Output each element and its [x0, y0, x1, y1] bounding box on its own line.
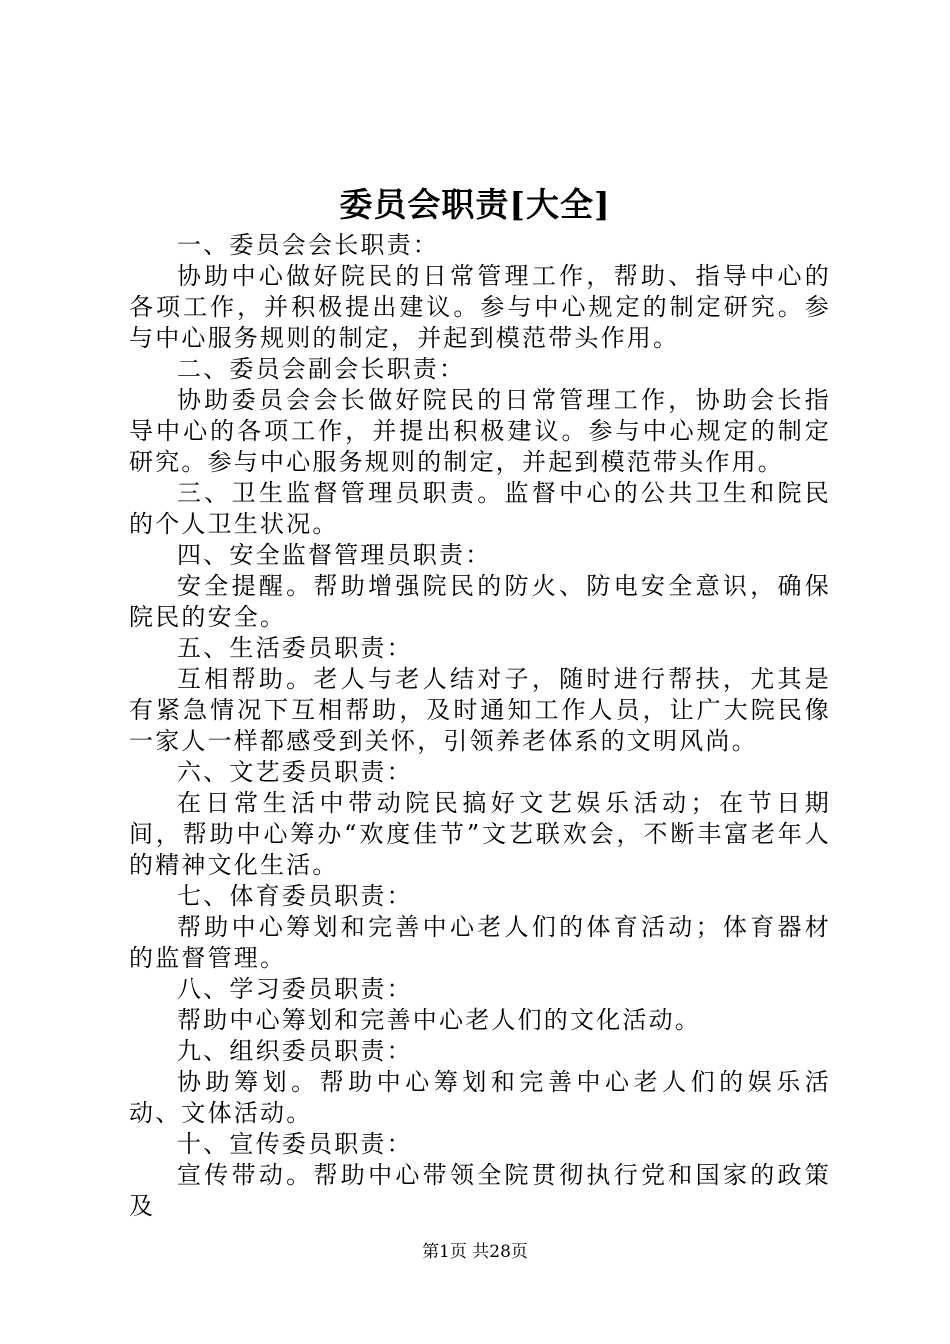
- paragraph-13: 帮助中心筹划和完善中心老人们的体育活动；体育器材的监督管理。: [129, 913, 831, 972]
- paragraph-4: 协助委员会会长做好院民的日常管理工作，协助会长指导中心的各项工作，并提出积极建议。参与中心规定的制定研究。参与中心服务规则的制定，并起到模范带头作用。: [129, 386, 831, 476]
- page-number: 第1页 共28页: [422, 1242, 528, 1262]
- paragraph-18: 十、宣传委员职责：: [177, 1130, 413, 1158]
- paragraph-8: 五、生活委员职责：: [177, 634, 413, 662]
- paragraph-2: 协助中心做好院民的日常管理工作，帮助、指导中心的各项工作，并积极提出建议。参与中心规定的制定研究。参与中心服务规则的制定，并起到模范带头作用。: [129, 262, 831, 352]
- paragraph-12: 七、体育委员职责：: [177, 882, 413, 910]
- paragraph-1: 一、委员会会长职责：: [177, 231, 439, 259]
- paragraph-19: 宣传带动。帮助中心带领全院贯彻执行党和国家的政策及: [129, 1161, 831, 1220]
- paragraph-9: 互相帮助。老人与老人结对子，随时进行帮扶，尤其是有紧急情况下互相帮助，及时通知工作人员，让广大院民像一家人一样都感受到关怀，引领养老体系的文明风尚。: [129, 665, 831, 755]
- paragraph-14: 八、学习委员职责：: [177, 975, 413, 1003]
- paragraph-3: 二、委员会副会长职责：: [177, 355, 466, 383]
- document-body: [129, 230, 831, 1222]
- document-title: 委员会职责[大全]: [339, 185, 611, 224]
- paragraph-7: 安全提醒。帮助增强院民的防火、防电安全意识，确保院民的安全。: [129, 572, 831, 631]
- paragraph-15: 帮助中心筹划和完善中心老人们的文化活动。: [177, 1006, 701, 1034]
- paragraph-5: 三、卫生监督管理员职责。监督中心的公共卫生和院民的个人卫生状况。: [129, 479, 831, 538]
- paragraph-16: 九、组织委员职责：: [177, 1037, 413, 1065]
- paragraph-10: 六、文艺委员职责：: [177, 758, 413, 786]
- paragraph-17: 协助筹划。帮助中心筹划和完善中心老人们的娱乐活动、文体活动。: [129, 1068, 831, 1127]
- paragraph-6: 四、安全监督管理员职责：: [177, 541, 492, 569]
- paragraph-11: 在日常生活中带动院民搞好文艺娱乐活动；在节日期间，帮助中心筹办“欢度佳节”文艺联欢会，不断丰富老年人的精神文化生活。: [129, 789, 831, 879]
